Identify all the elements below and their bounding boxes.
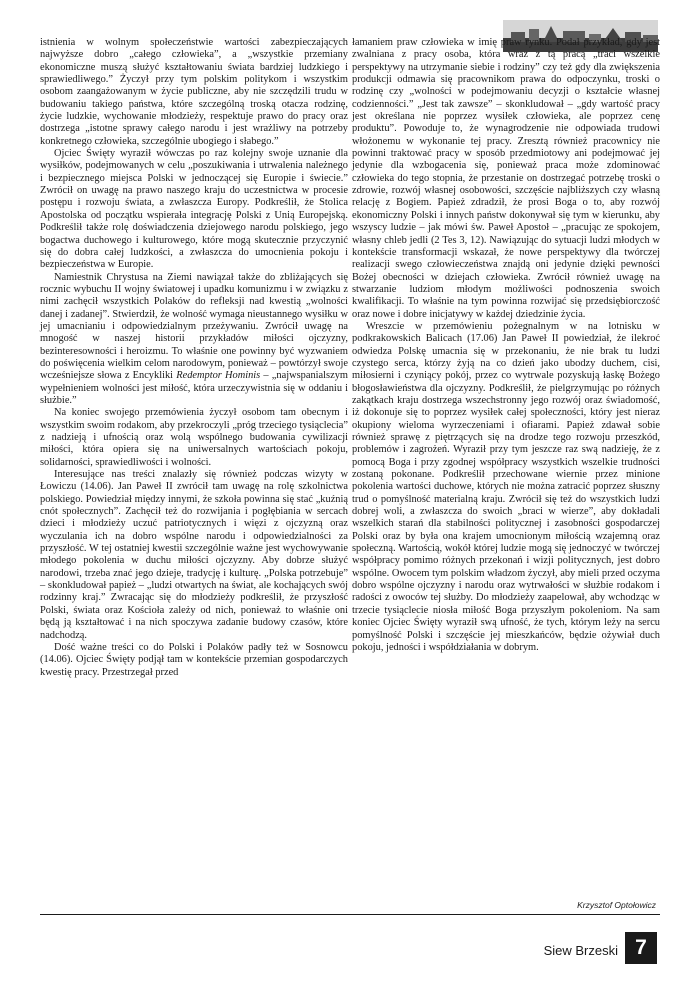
paragraph: łamaniem praw człowieka w imię praw rynku. Podał przykład, gdy jest zwalniana z pracy osoba, która wraz z tą pracą „traci wszelkie perspektywy na utrzymanie siebie i rodziny” czy też gdy dla zwiększenia produkcji odmawia się pracownikom prawa do odpoczynku, troski o rodzinę czy „wolności w podejmowaniu decyzji o kształcie własnej codzienności.” „Jest tak zawsze” – skonkludował – „gdy wartość pracy jest określana nie poprzez wysiłek człowieka, ale poprzez cenę produktu”. Powoduje to, że wynagrodzenie nie odpowiada trudowi włożonemu w wykonanie tej pracy. Zresztą również pracownicy nie powinni traktować pracy w sposób przedmiotowy ani podejmować jej jedynie dla wzbogacenia się, ponieważ praca może zdominować człowieka do tego stopnia, że przestanie on dostrzegać potrzebę troski o zdrowie, rozwój własnej osobowości, szczęście najbliższych czy własną relację z Bogiem. Papież zdradził, że prosi Boga o to, aby rozwój ekonomiczny Polski i innych państw dokonywał się tym w kierunku, aby wszyscy ludzie – jak mówi św. Paweł Apostoł – „pracując ze spokojem, własny chleb jedli (2 Tes 3, 12). Nawiązując do sytuacji ludzi młodych w kontekście transformacji wskazał, że nowe perspektywy dla twórczej realizacji swego człowieczeństwa znajdą oni jedynie dzięki pewności Bożej obecności w dziejach człowieka. Zwrócił również uwagę na stwarzanie ludziom młodym możliwości podnoszenia swoich kwalifikacji. To właśnie na tym powinna rozwijać się przedsiębiorczość oraz nowe i dobre inicjatywy w każdej dziedzinie życia. bbox=[352, 37, 660, 320]
paragraph-text: Namiestnik Chrystusa na Ziemi nawiązał także do zbliżających się rocznic wybuchu II wojny światowej i upadku komunizmu i w związku z nimi zachęcił wszystkich Polaków do refleksji nad kwestią „wolności danej i zadanej”. Stwierdził, że wolność wymaga nieustannego wysiłku w jej umacnianiu i odpowiedzialnym przeżywaniu. Zwrócił uwagę na mnogość w naszej historii przykładów miłości ojczyzny, bezinteresowności i heroizmu. To właśnie one powinny być wyzwaniem do poświęcenia wielkim celom narodowym, ponieważ – powtórzył swoje wcześniejsze słowa z Encykliki bbox=[40, 271, 348, 382]
page-number: 7 bbox=[625, 932, 657, 964]
author-signature: Krzysztof Optołowicz bbox=[577, 900, 656, 910]
paragraph: istnienia w wolnym społeczeństwie wartości zabezpieczających najwyższe dobro „całego człowieka”, a „wszystkie przemiany ekonomiczne muszą służyć kształtowaniu świata bardziej ludzkiego i sprawiedliwego.” Życzył przy tym polskim politykom i wszystkim osobom zaangażowanym w życie publiczne, aby nie szczędzili trudu w budowaniu takiego państwa, które szczególną troską otacza rodzinę, życie ludzkie, wychowanie młodzieży, respektuje prawo do pracy oraz dostrzega „istotne sprawy całego narodu i jest wrażliwy na potrzeby konkretnego człowieka, szczególnie ubogiego i słabego.” bbox=[40, 37, 348, 147]
encyclical-title: Redemptor Hominis bbox=[176, 370, 261, 382]
paragraph: Na koniec swojego przemówienia życzył osobom tam obecnym i wszystkim swoim rodakom, aby przekroczyli „próg trzeciego tysiąclecia” z nadzieją i ufnością oraz wolą wspólnego budowania cywilizacji miłości, która opiera się na uniwersalnych wartościach pokoju, solidarności, sprawiedliwości i wolności. bbox=[40, 407, 348, 468]
paragraph: Wreszcie w przemówieniu pożegnalnym w na lotnisku w podkrakowskich Balicach (17.06) Jan Paweł II powiedział, że ilekroć odwiedza Polskę umacnia się w przekonaniu, że nie brak tu ludzi czystego serca, którzy żyją na co dzień jako ubodzy duchem, cisi, miłosierni i czyniący pokój, przez co wytrwale pozyskują łaskę Bożego błogosławieństwa dla ojczyzny. Podkreślił, że pielgrzymując po różnych zakątkach kraju dostrzega wszechstronny jego rozwój oraz świadomość, iż dokonuje się to poprzez wysiłek całej społeczności, który jest nieraz okupiony wieloma wyrzeczeniami i ofiarami. Papież zdawał sobie również sprawę z piętrzących się na drodze tego rozwoju przeszkód, problemów i zagrożeń. Wyraził przy tym jeszcze raz swą nadzieję, że z pomocą Boga i przy zgodnej współpracy wszystkich wszelkie trudności zostaną pokonane. Podkreślił przechowane wiernie przez minione pokolenia wartości duchowe, których nie można zatracić poprzez słuszny trud o pomyślność materialną kraju. Zwrócił się też do wszystkich ludzi dobrej woli, a zwłaszcza do swoich „braci w wierze”, aby dokładali wszelkich starań dla stabilności politycznej i zasobności gospodarczej Polski oraz by była ona krajem umocnionym miłością wzajemną oraz społeczną. Wartością, wokół której ludzie mogą się jednoczyć w twórczej współpracy pomimo różnych przekonań i wizji politycznych, jest dobro wspólne. Owocem tym polskim władzom życzył, aby mieli przed oczyma dobro wspólne ojczyzny i narodu oraz wytrwałości w służbie rodakom i radości z owoców tej służby. Do młodzieży zaapelował, aby wchodząc w trzecie tysiąclecie niosła miłość Boga przyszłym pokoleniom. Na sam koniec Ojciec Święty wyraził swą ufność, że tych, którym leży na sercu pomyślność Polski i szczęście jej mieszkańców, będzie ożywiał duch pokoju, jedności i współdziałania w dobrym. bbox=[352, 320, 660, 653]
paragraph: Ojciec Święty wyraził wówczas po raz kolejny swoje uznanie dla wysiłków, podejmowanych w celu „poszukiwania i utrwalenia należnego i bezpiecznego miejsca Polski w jednoczącej się Europie i świecie.” Zwrócił on uwagę na prawo naszego kraju do uczestnictwa w procesie postępu i rozwoju świata, a zwłaszcza Europy. Podkreślił, że Stolica Apostolska od początku wspierała integrację Polski z Unią Europejską. Podkreślił także rolę doświadczenia dziejowego narodu polskiego, jego bogactwa duchowego i kulturowego, które mogą skutecznie przyczynić się do dobra całej ludzkości, a zwłaszcza do umocnienia pokoju i bezpieczeństwa w Europie. bbox=[40, 148, 348, 271]
paragraph: Interesujące nas treści znalazły się również podczas wizyty w Łowiczu (14.06). Jan Paweł II zwrócił tam uwagę na rolę szkolnictwa polskiego. Powiedział między innymi, że szkoła powinna się stać „kuźnią cnót społecznych”. Zachęcił też do rozwijania i pogłębiania w sercach dzieci i młodzieży uczuć patriotycznych i więzi z ojczyzną oraz wyczulania ich na dobro wspólne narodu i odpowiedzialności za przyszłość. W tej ostatniej kwestii szczególnie ważne jest wychowywanie młodego pokolenia w duchu miłości ojczyzny. Aby dobrze służyć narodowi, trzeba znać jego dzieje, tradycję i kulturę. „Polska potrzebuje” – skonkludował papież – „ludzi otwartych na świat, ale kochających swój rodzinny kraj.” Zwracając się do młodzieży podkreślił, że przyszłość Polski, świata oraz Kościoła zależy od nich, ponieważ to właśnie oni będą ją kształtować i na nich spoczywa zadanie budowy czasów, które nadchodzą. bbox=[40, 469, 348, 641]
paragraph: Dość ważne treści co do Polski i Polaków padły też w Sosnowcu (14.06). Ojciec Święty podjął tam w kontekście przemian gospodarczych kwestię pracy. Przestrzegał przed bbox=[40, 641, 348, 678]
footer-divider bbox=[40, 914, 660, 915]
article-left-column bbox=[40, 37, 348, 679]
publication-name: Siew Brzeski bbox=[543, 943, 618, 958]
paragraph bbox=[40, 272, 348, 408]
paragraph-text: – „najwspanialszym wypełnieniem wolności jest miłość, która urzeczywistnia się w oddaniu i służbie.” bbox=[40, 370, 348, 406]
article-right-column bbox=[352, 37, 660, 654]
